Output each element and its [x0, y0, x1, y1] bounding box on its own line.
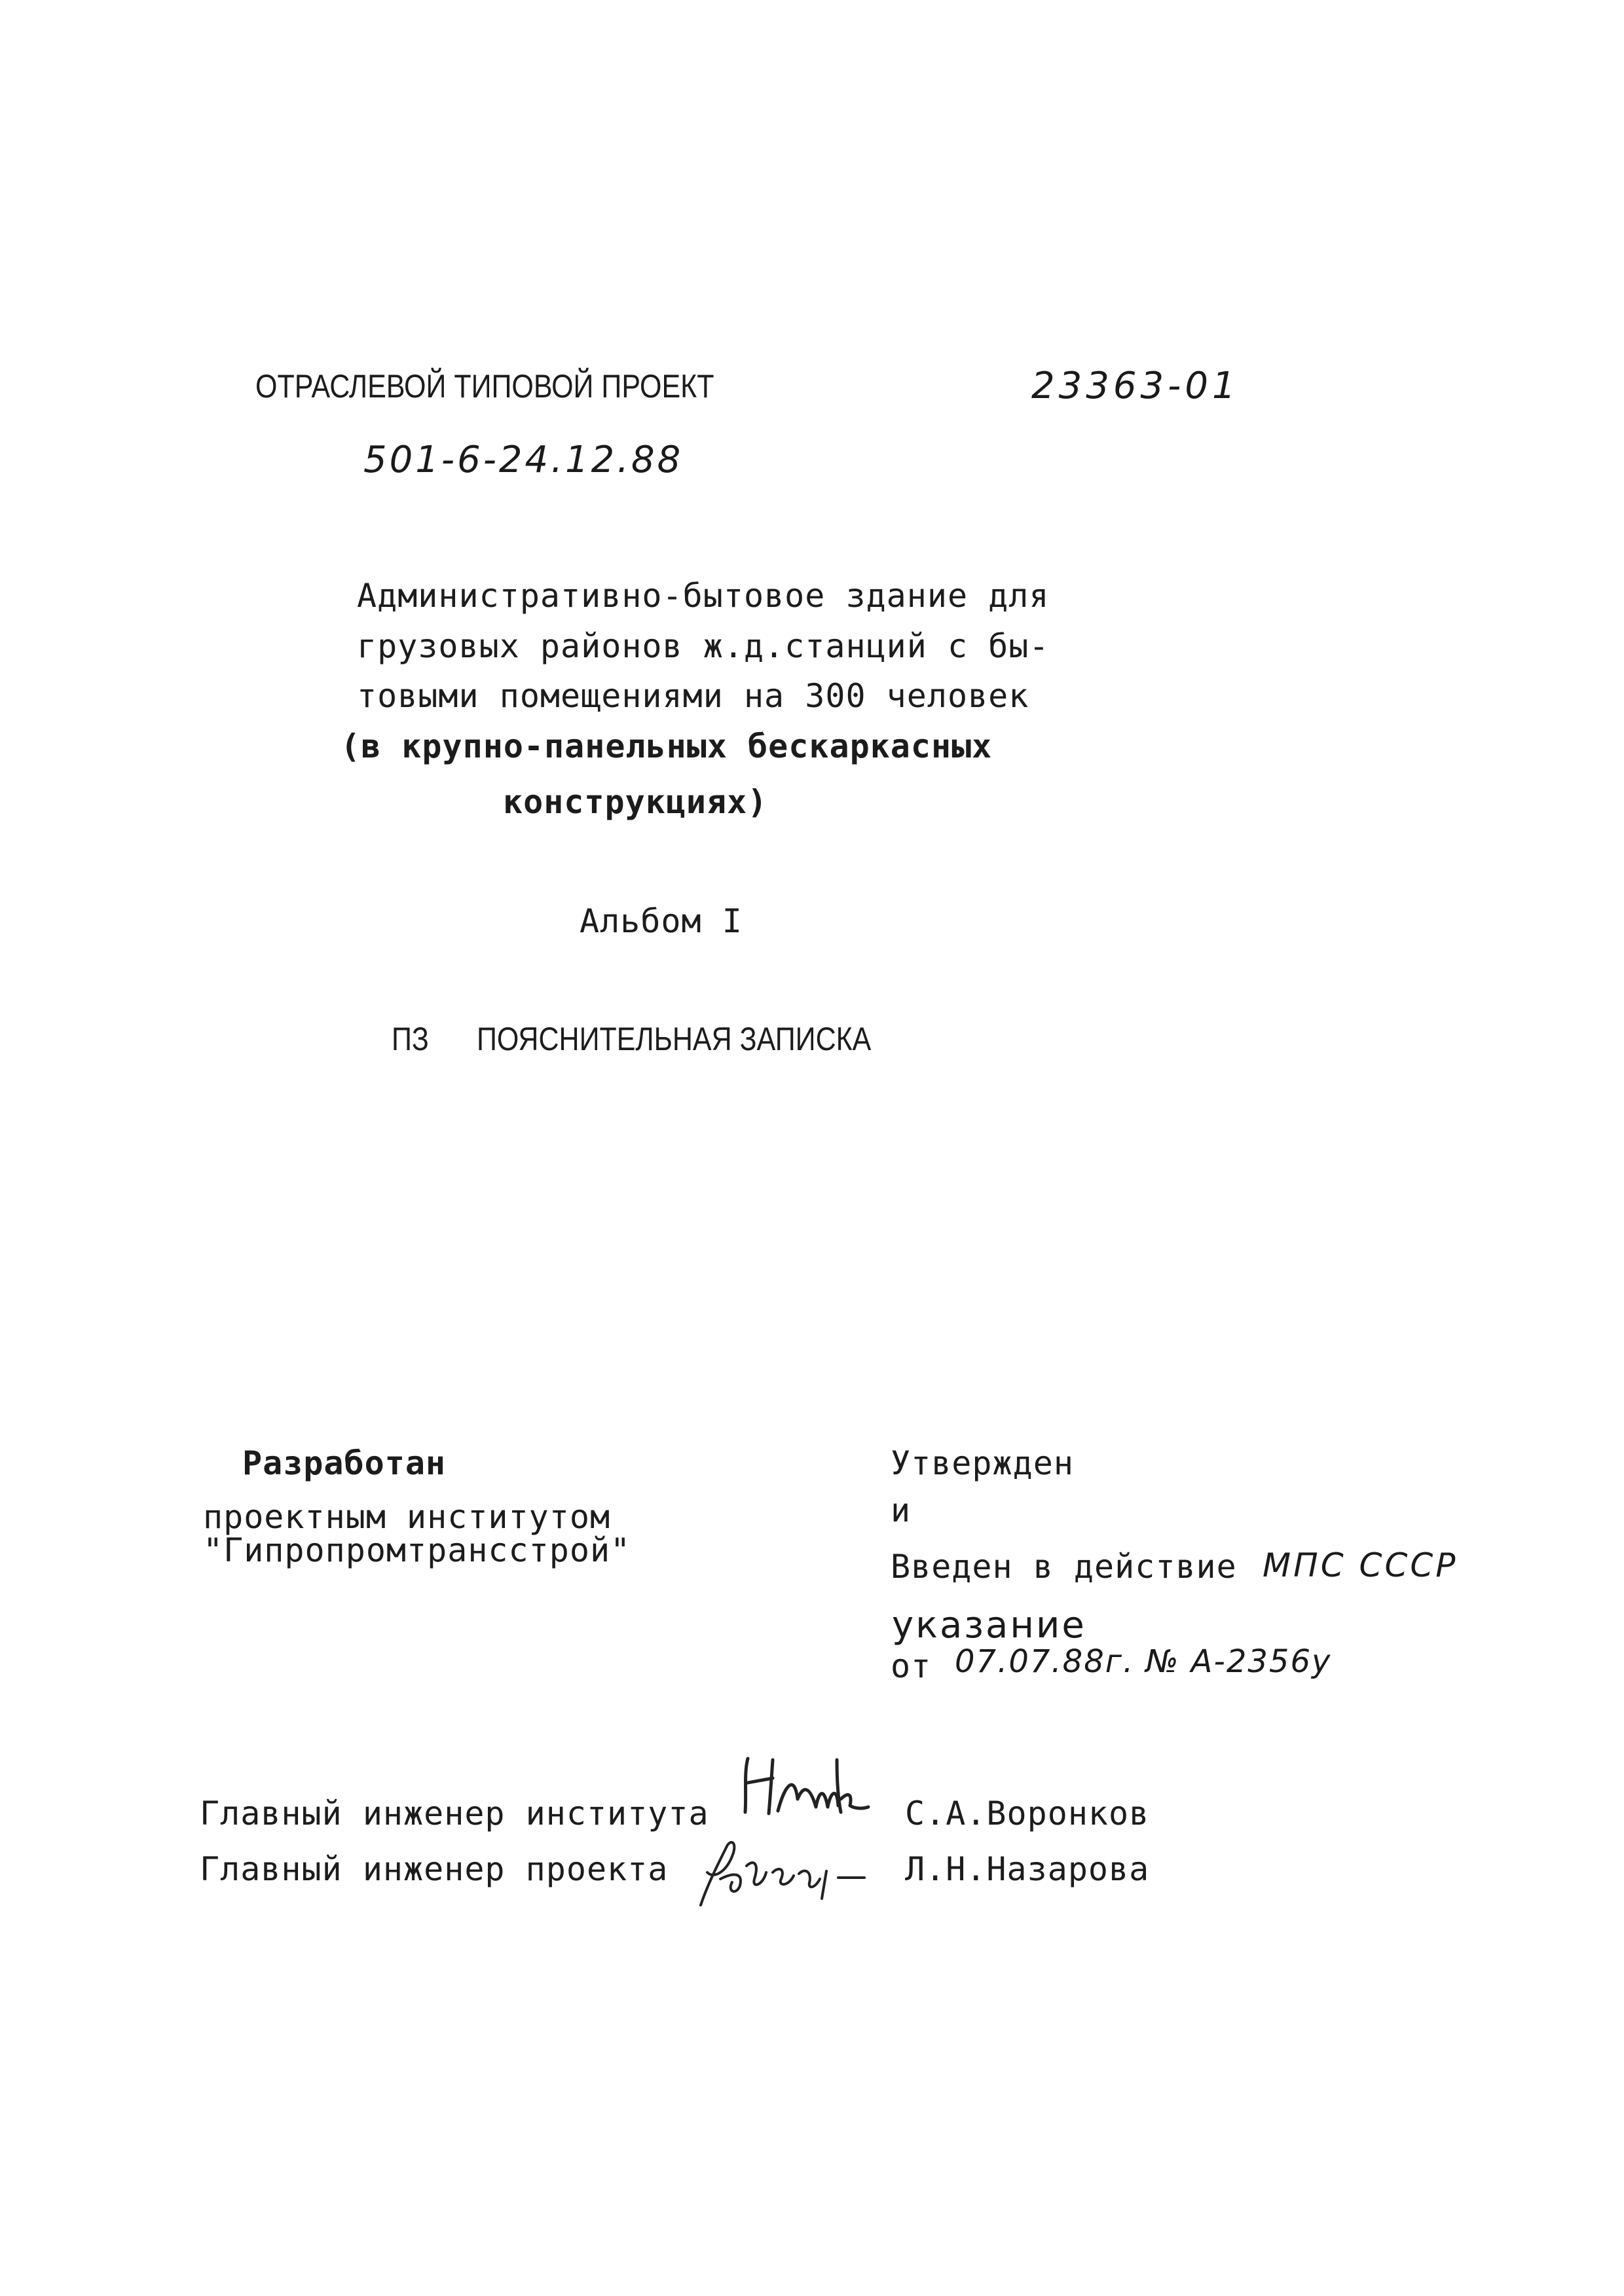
description-line-5: конструкциях) — [503, 783, 768, 821]
chief-engineer-project-name: Л.Н.Назарова — [905, 1850, 1150, 1888]
description-line-3: товыми помещениями на 300 человек — [357, 677, 1029, 715]
approved-line-1: Утвержден — [891, 1444, 1074, 1482]
approved-line-3-handwritten: МПС СССР — [1263, 1546, 1458, 1584]
approved-line-5-typed: от — [891, 1647, 932, 1685]
developed-line-2: "Гипропромтрансстрой" — [203, 1531, 631, 1569]
approved-line-5-handwritten: 07.07.88г. № А-2356у — [955, 1643, 1332, 1680]
section-code: ПЗ — [392, 1021, 429, 1057]
signature-nazarova — [681, 1827, 871, 1912]
description-line-4: (в крупно-панельных бескаркасных — [341, 727, 993, 765]
project-type-heading: ОТРАСЛЕВОЙ ТИПОВОЙ ПРОЕКТ — [255, 368, 714, 405]
chief-engineer-institute-name: С.А.Воронков — [905, 1795, 1150, 1832]
developed-heading: Разработан — [242, 1444, 447, 1482]
approved-line-2: и — [891, 1491, 912, 1529]
approved-line-3-typed: Введен в действие — [891, 1548, 1237, 1586]
chief-engineer-institute-label: Главный инженер института — [200, 1795, 709, 1832]
series-number: 501-6-24.12.88 — [363, 439, 684, 481]
chief-engineer-project-label: Главный инженер проекта — [200, 1850, 669, 1888]
album-label: Альбом I — [580, 902, 743, 940]
project-number: 23363-01 — [1031, 365, 1240, 407]
signature-voronkov — [732, 1747, 902, 1825]
developed-line-1: проектным институтом — [203, 1498, 611, 1536]
section-title: ПОЯСНИТЕЛЬНАЯ ЗАПИСКА — [477, 1021, 872, 1057]
description-line-1: Административно-бытовое здание для — [357, 577, 1050, 615]
approved-line-4-handwritten: указание — [892, 1604, 1086, 1647]
description-line-2: грузовых районов ж.д.станций с бы- — [357, 627, 1050, 665]
